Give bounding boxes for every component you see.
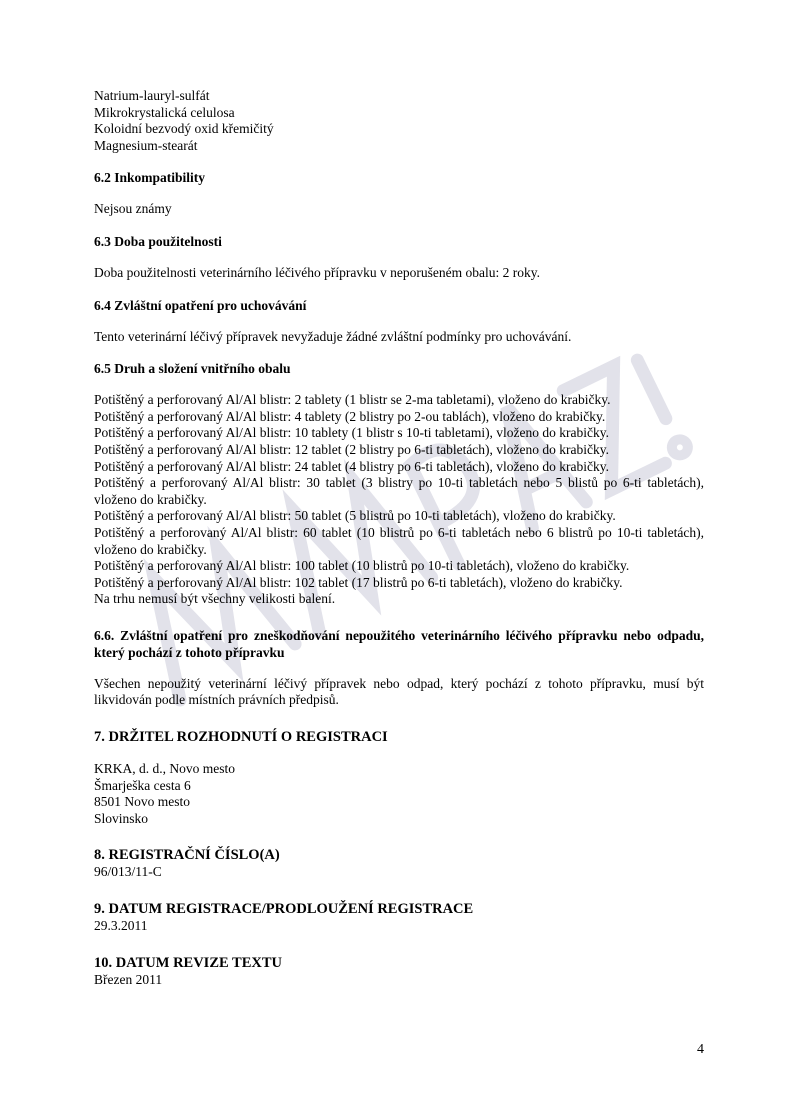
section-heading-6-2: 6.2 Inkompatibility — [94, 170, 206, 186]
section-heading-6-5: 6.5 Druh a složení vnitřního obalu — [94, 361, 291, 377]
packaging-line: Potištěný a perforovaný Al/Al blistr: 10 tablety (1 blistr s 10-ti tabletami), vloženo do krabičky. — [94, 425, 610, 441]
packaging-line: Potištěný a perforovaný Al/Al blistr: 2 tablety (1 blistr se 2-ma tabletami), vloženo do krabičky. — [94, 392, 611, 408]
section-heading-7: 7. DRŽITEL ROZHODNUTÍ O REGISTRACI — [94, 729, 388, 746]
section-heading-8: 8. REGISTRAČNÍ ČÍSLO(A) — [94, 847, 280, 864]
section-heading-6-3: 6.3 Doba použitelnosti — [94, 233, 222, 249]
section-6-4-paragraph: Tento veterinární léčivý přípravek nevyžaduje žádné zvláštní podmínky pro uchovávání. — [94, 328, 572, 344]
packaging-line: Potištěný a perforovaný Al/Al blistr: 4 tablety (2 blistry po 2-ou tablách), vloženo do krabičky. — [94, 408, 606, 424]
section-6-2-paragraph: Nejsou známy — [94, 201, 172, 217]
section-10-paragraph: Březen 2011 — [94, 971, 163, 987]
section-heading-6-6: 6.6. Zvláštní opatření pro zneškodňování nepoužitého veterinárního léčivého přípravku nebo odpadu, který pochází z tohoto přípravku — [94, 627, 704, 660]
section-8-paragraph: 96/013/11-C — [94, 864, 162, 880]
packaging-line: Potištěný a perforovaný Al/Al blistr: 12 tablet (2 blistry po 6-ti tabletách), vloženo do krabičky. — [94, 441, 610, 457]
packaging-line: Potištěný a perforovaný Al/Al blistr: 60 tablet (10 blistrů po 6-ti tabletách nebo 6 blistrů po 10-ti tabletách), vloženo do krabičky. — [94, 524, 704, 557]
excipient-line: Mikrokrystalická celulosa — [94, 104, 235, 120]
excipient-line: Natrium-lauryl-sulfát — [94, 88, 210, 103]
holder-line: Šmarješka cesta 6 — [94, 777, 191, 793]
excipient-line: Magnesium-stearát — [94, 137, 198, 153]
section-6-3-paragraph: Doba použitelnosti veterinárního léčivého přípravku v neporušeném obalu: 2 roky. — [94, 264, 541, 280]
holder-line: Slovinsko — [94, 810, 149, 826]
packaging-line: Potištěný a perforovaný Al/Al blistr: 50 tablet (5 blistrů po 10-ti tabletách), vloženo do krabičky. — [94, 508, 616, 524]
packaging-line: Potištěný a perforovaný Al/Al blistr: 24 tablet (4 blistry po 6-ti tabletách), vloženo do krabičky. — [94, 458, 610, 474]
marketing-authorisation-holder — [94, 761, 704, 827]
holder-line: KRKA, d. d., Novo mesto — [94, 761, 235, 777]
section-9-paragraph: 29.3.2011 — [94, 918, 148, 934]
packaging-line: Potištěný a perforovaný Al/Al blistr: 100 tablet (10 blistrů po 10-ti tabletách), vloženo do krabičky. — [94, 558, 630, 574]
packaging-line: Potištěný a perforovaný Al/Al blistr: 102 tablet (17 blistrů po 6-ti tabletách), vloženo do krabičky. — [94, 574, 623, 590]
section-6-5-paragraphs — [94, 392, 704, 608]
page-number: 4 — [697, 1042, 704, 1057]
excipient-line: Koloidní bezvodý oxid křemičitý — [94, 121, 274, 137]
section-heading-9: 9. DATUM REGISTRACE/PRODLOUŽENÍ REGISTRACE — [94, 901, 474, 918]
excipients-list — [94, 88, 704, 154]
section-heading-6-4: 6.4 Zvláštní opatření pro uchovávání — [94, 297, 307, 313]
packaging-line: Na trhu nemusí být všechny velikosti balení. — [94, 591, 336, 607]
packaging-line: Potištěný a perforovaný Al/Al blistr: 30 tablet (3 blistry po 10-ti tabletách nebo 5 blistů po 6-ti tabletách), vloženo do krabičky. — [94, 475, 704, 507]
holder-line: 8501 Novo mesto — [94, 794, 190, 810]
section-heading-10: 10. DATUM REVIZE TEXTU — [94, 954, 282, 971]
section-6-6-paragraph: Všechen nepoužitý veterinární léčivý přípravek nebo odpad, který pochází z tohoto přípravku, musí být likvidován podle místních právních předpisů. — [94, 675, 704, 708]
